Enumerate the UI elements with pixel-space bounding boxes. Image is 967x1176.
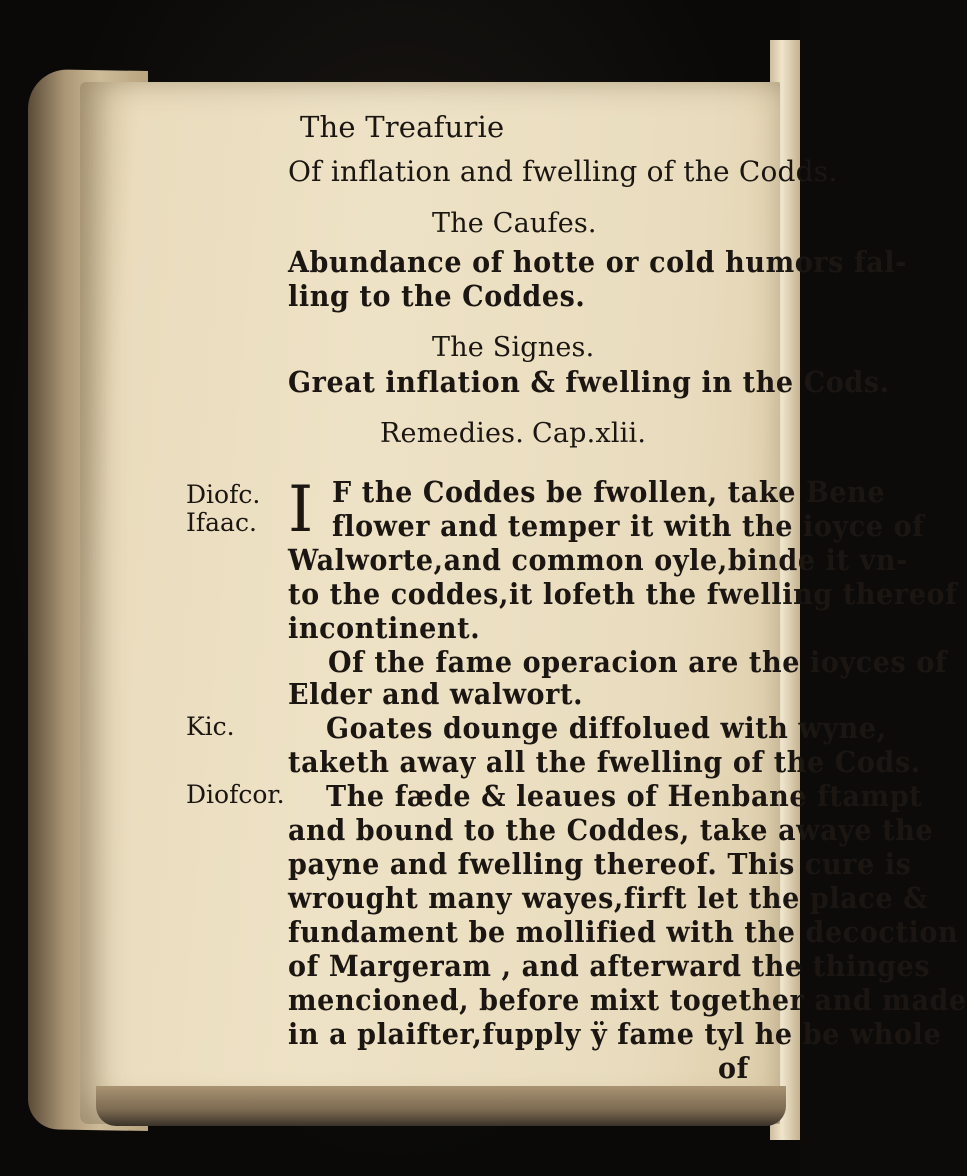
body-line-13: wrought many wayes,firft let the place &	[288, 882, 929, 916]
margin-note-diosc: Diofc.	[186, 480, 261, 509]
chapter-number: Cap.xlii.	[532, 418, 647, 449]
causes-line-1: Abundance of hotte or cold humors fal-	[288, 246, 907, 280]
body-line-15: of Margeram , and afterward the thinges	[288, 950, 931, 984]
body-line-12: payne and fwelling thereof. This cure is	[288, 848, 912, 882]
body-line-10: The fæde & leaues of Henbane ftampt	[326, 780, 923, 814]
body-line-16: mencioned, before mixt together and made	[288, 984, 967, 1018]
chapter-heading: Of inflation and fwelling of the Codds.	[288, 155, 838, 188]
remedies-label: Remedies.	[380, 418, 525, 449]
body-line-7: Elder and walwort.	[288, 678, 584, 712]
drop-cap: I	[288, 473, 314, 547]
running-title: The Treafurie	[300, 110, 505, 144]
margin-note-dioscor: Diofcor.	[186, 780, 285, 809]
body-line-1: F the Coddes be fwollen, take Bene	[332, 476, 886, 510]
causes-heading: The Caufes.	[432, 208, 597, 239]
page-bottom-edge	[96, 1086, 786, 1126]
margin-note-kic: Kic.	[186, 712, 235, 741]
body-line-6: Of the fame operacion are the ioyces of	[328, 646, 948, 680]
body-line-2: flower and temper it with the ioyce of	[332, 510, 925, 544]
body-line-3: Walworte,and common oyle,binde it vn-	[288, 544, 908, 578]
body-line-8: Goates dounge diffolued with wyne,	[326, 712, 887, 746]
body-line-5: incontinent.	[288, 612, 481, 646]
body-line-14: fundament be mollified with the decoction	[288, 916, 959, 950]
body-line-9: taketh away all the fwelling of the Cods.	[288, 746, 921, 780]
signs-heading: The Signes.	[432, 332, 595, 363]
body-line-17: in a plaifter,fupply ÿ fame tyl he be whole	[288, 1018, 942, 1052]
catchword: of	[718, 1052, 749, 1086]
margin-note-isaac: Ifaac.	[186, 508, 257, 537]
signs-line-1: Great inflation & fwelling in the Cods.	[288, 366, 890, 400]
body-line-4: to the coddes,it lofeth the fwelling thereof	[288, 578, 958, 612]
causes-line-2: ling to the Coddes.	[288, 280, 586, 314]
body-line-11: and bound to the Coddes, take awaye the	[288, 814, 934, 848]
